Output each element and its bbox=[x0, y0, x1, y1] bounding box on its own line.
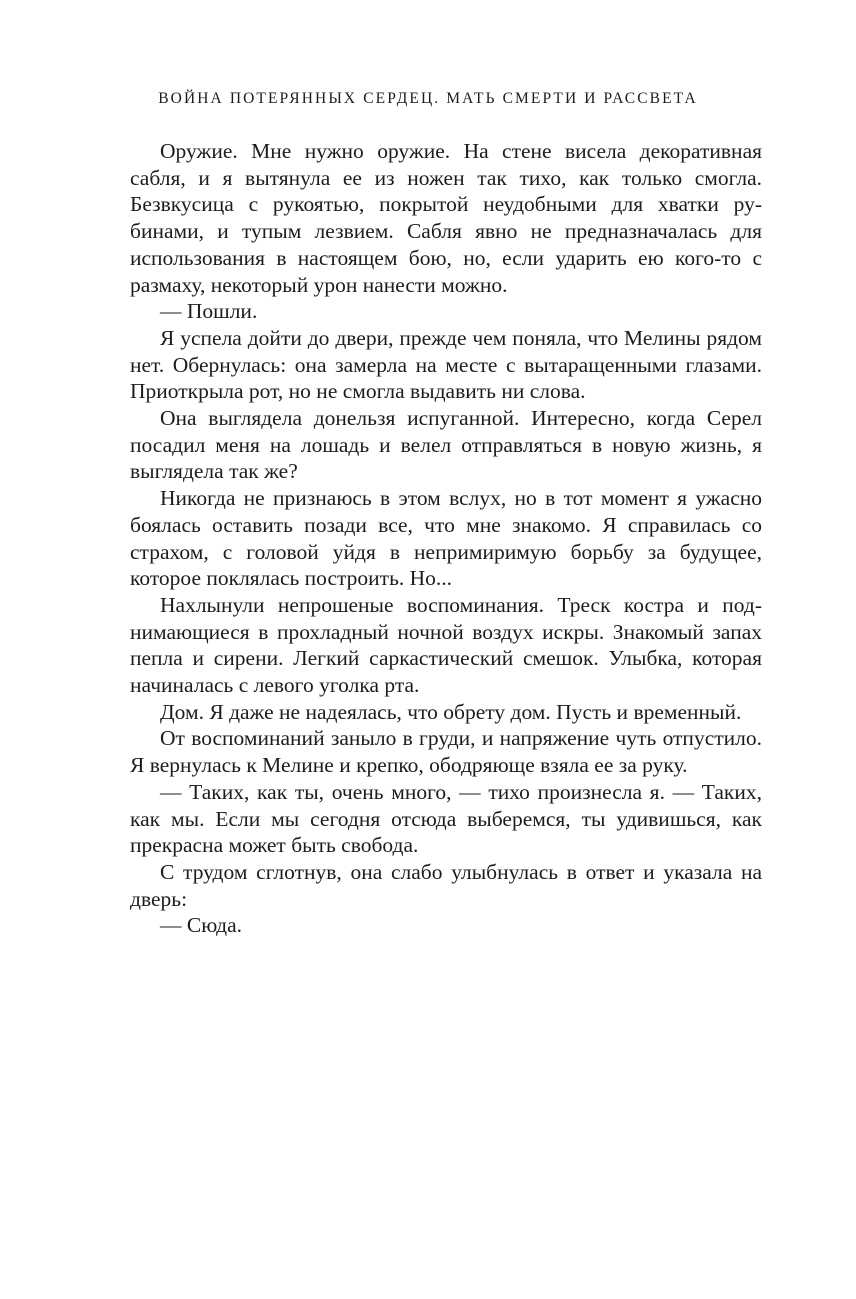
paragraph: — Пошли. bbox=[160, 299, 258, 324]
paragraph: С трудом сглотнув, она слабо улыбнулась в ответ и указала на дверь: bbox=[130, 859, 762, 911]
paragraph: Я успела дойти до двери, прежде чем поняла, что Мелины рядом нет. Обернулась: она замерла на месте с вытаращенными глазами. Приоткрыла рот, но не смогла выдавить ни слова. bbox=[130, 325, 762, 404]
body-text bbox=[130, 138, 762, 939]
paragraph: — Сюда. bbox=[160, 913, 243, 938]
paragraph: Никогда не признаюсь в этом вслух, но в тот момент я ужасно боялась оставить позади все, что мне знакомо. Я справилась со страхом, с головой уйдя в непримиримую борьбу за будущее, которое поклялась построить. Но... bbox=[130, 486, 762, 591]
paragraph: Оружие. Мне нужно оружие. На стене висела декоративная сабля, и я вытянула ее из ножен так тихо, как только смогла. Безвкусица с рукоятью, покрытой неудобными для хватки рубинами, и тупым лезвием. Сабля явно не предназначалась для использования в настоящем бою, но, если ударить ею кого-то с размаху, некоторый урон нанести можно. bbox=[130, 139, 762, 297]
paragraph: — Таких, как ты, очень много, — тихо произнесла я. — Таких, как мы. Если мы сегодня отсюда выберемся, ты удивишься, как прекрасна может быть свобода. bbox=[130, 779, 762, 858]
paragraph: От воспоминаний заныло в груди, и напряжение чуть отпустило. Я вернулась к Мелине и крепко, ободряюще взяла ее за руку. bbox=[130, 726, 762, 778]
paragraph: Дом. Я даже не надеялась, что обрету дом. Пусть и временный. bbox=[160, 699, 742, 724]
running-head: ВОЙНА ПОТЕРЯННЫХ СЕРДЕЦ. МАТЬ СМЕРТИ И РАССВЕТА bbox=[158, 90, 698, 107]
paragraph: Она выглядела донельзя испуганной. Интересно, когда Серел посадил меня на лошадь и велел отправляться в новую жизнь, я выглядела так же? bbox=[130, 406, 762, 484]
paragraph: Нахлынули непрошеные воспоминания. Треск костра и поднимающиеся в прохладный ночной воздух искры. Знакомый запах пепла и сирени. Легкий саркастический смешок. Улыбка, которая начиналась с левого уголка рта. bbox=[130, 592, 762, 698]
